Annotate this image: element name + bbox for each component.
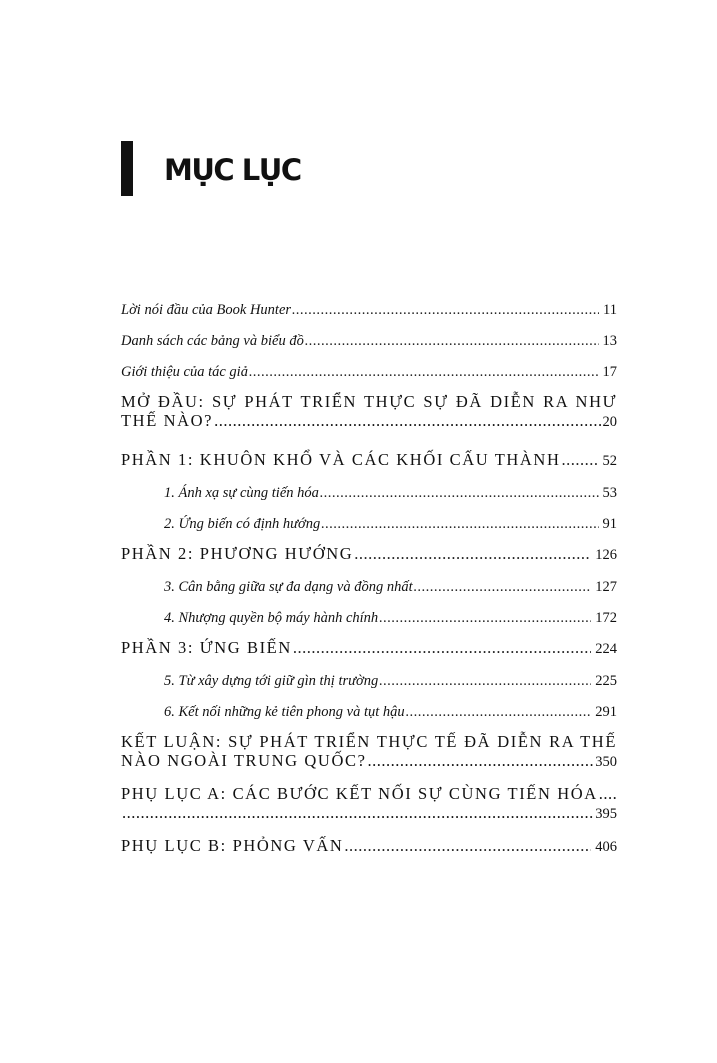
- toc-entry-label: 6. Kết nối những kẻ tiên phong và tụt hậu: [164, 704, 405, 720]
- toc-entry-label: 2. Ứng biến có định hướng: [164, 516, 321, 532]
- leader-dots: [214, 411, 600, 430]
- toc-entry-label: PHẦN 1: KHUÔN KHỔ VÀ CÁC KHỐI CẤU THÀNH: [121, 450, 561, 469]
- toc-entry-label: 3. Cân bằng giữa sự đa dạng và đồng nhất: [164, 579, 413, 595]
- toc-entry-introduction[interactable]: [121, 389, 617, 447]
- toc-page-number: 91: [602, 516, 617, 532]
- leader-dots: [406, 698, 592, 726]
- toc-page-number: 225: [595, 673, 617, 689]
- toc-entry-part-3[interactable]: [121, 635, 617, 667]
- page-title: MỤC LỤC: [164, 153, 301, 187]
- toc-entry-appendix-a[interactable]: [121, 781, 617, 833]
- toc-entry-label: 1. Ánh xạ sự cùng tiến hóa: [164, 485, 319, 501]
- toc-page-number: 406: [595, 839, 617, 855]
- toc-entry-conclusion[interactable]: [121, 729, 617, 781]
- toc-entry-label: PHẦN 2: PHƯƠNG HƯỚNG: [121, 544, 354, 563]
- leader-dots: [414, 573, 592, 601]
- toc-entry-part-1[interactable]: [121, 447, 617, 479]
- toc-entry-label: PHỤ LỤC B: PHỎNG VẤN: [121, 836, 344, 855]
- toc-entry-author-intro[interactable]: [121, 358, 617, 389]
- leader-dots: [292, 296, 599, 324]
- toc-page-number: 17: [602, 364, 617, 380]
- toc-entry-chapter-1[interactable]: [121, 479, 617, 510]
- toc-entry-label-line2: NÀO NGOÀI TRUNG QUỐC?: [121, 751, 367, 770]
- toc-page-number: 126: [595, 547, 617, 563]
- toc-page-number: 350: [595, 754, 617, 770]
- toc-page-number: 172: [595, 610, 617, 626]
- leader-dots: [249, 358, 599, 386]
- toc-entry-appendix-b[interactable]: [121, 833, 617, 865]
- leader-dots: [379, 604, 591, 632]
- toc-entry-chapter-3[interactable]: [121, 573, 617, 604]
- leader-dots: [305, 327, 599, 355]
- toc-entry-label-line2: THẾ NÀO?: [121, 411, 214, 430]
- toc-entry-label: Lời nói đầu của Book Hunter: [121, 302, 292, 318]
- toc-entry-label-line1: MỞ ĐẦU: SỰ PHÁT TRIỂN THỰC SỰ ĐÃ DIỄN RA NHƯ: [121, 392, 617, 411]
- toc-entry-label: PHẦN 3: ỨNG BIẾN: [121, 638, 292, 657]
- leader-dots: [561, 450, 598, 470]
- leader-dots: [321, 510, 598, 538]
- toc-page-number: 224: [595, 641, 617, 657]
- toc-entry-label: Danh sách các bảng và biểu đồ: [121, 333, 304, 349]
- leader-dots: [599, 784, 617, 803]
- leader-dots: [379, 667, 591, 695]
- leader-dots: [293, 638, 591, 658]
- toc-entry-chapter-6[interactable]: [121, 698, 617, 729]
- toc-entry-label: Giới thiệu của tác giả: [121, 364, 248, 380]
- toc-entry-foreword[interactable]: [121, 296, 617, 327]
- toc-entry-label-line1: KẾT LUẬN: SỰ PHÁT TRIỂN THỰC TẾ ĐÃ DIỄN RA THẾ: [121, 732, 617, 751]
- toc-entry-tables-list[interactable]: [121, 327, 617, 358]
- toc-page-number: 13: [602, 333, 617, 349]
- toc-page-number: 395: [595, 806, 617, 822]
- leader-dots: [368, 751, 594, 770]
- toc-entry-chapter-2[interactable]: [121, 510, 617, 541]
- leader-dots: [320, 479, 599, 507]
- toc-page-number: 11: [603, 302, 617, 318]
- toc-entry-chapter-5[interactable]: [121, 667, 617, 698]
- toc-entry-chapter-4[interactable]: [121, 604, 617, 635]
- table-of-contents: [121, 296, 617, 865]
- toc-entry-part-2[interactable]: [121, 541, 617, 573]
- toc-page-number: 127: [595, 579, 617, 595]
- toc-page-number: 53: [602, 485, 617, 501]
- toc-entry-label: PHỤ LỤC A: CÁC BƯỚC KẾT NỐI SỰ CÙNG TIẾN HÓA: [121, 784, 598, 803]
- toc-page-number: 291: [595, 704, 617, 720]
- toc-entry-label: 5. Từ xây dựng tới giữ gìn thị trường: [164, 673, 379, 689]
- leader-dots: [344, 836, 591, 856]
- toc-page-number: 52: [602, 453, 617, 469]
- leader-dots: [354, 544, 591, 564]
- toc-entry-label: 4. Nhượng quyền bộ máy hành chính: [164, 610, 379, 626]
- title-accent-bar: [121, 141, 133, 196]
- leader-dots: [122, 803, 593, 822]
- toc-page-number: 20: [602, 414, 617, 430]
